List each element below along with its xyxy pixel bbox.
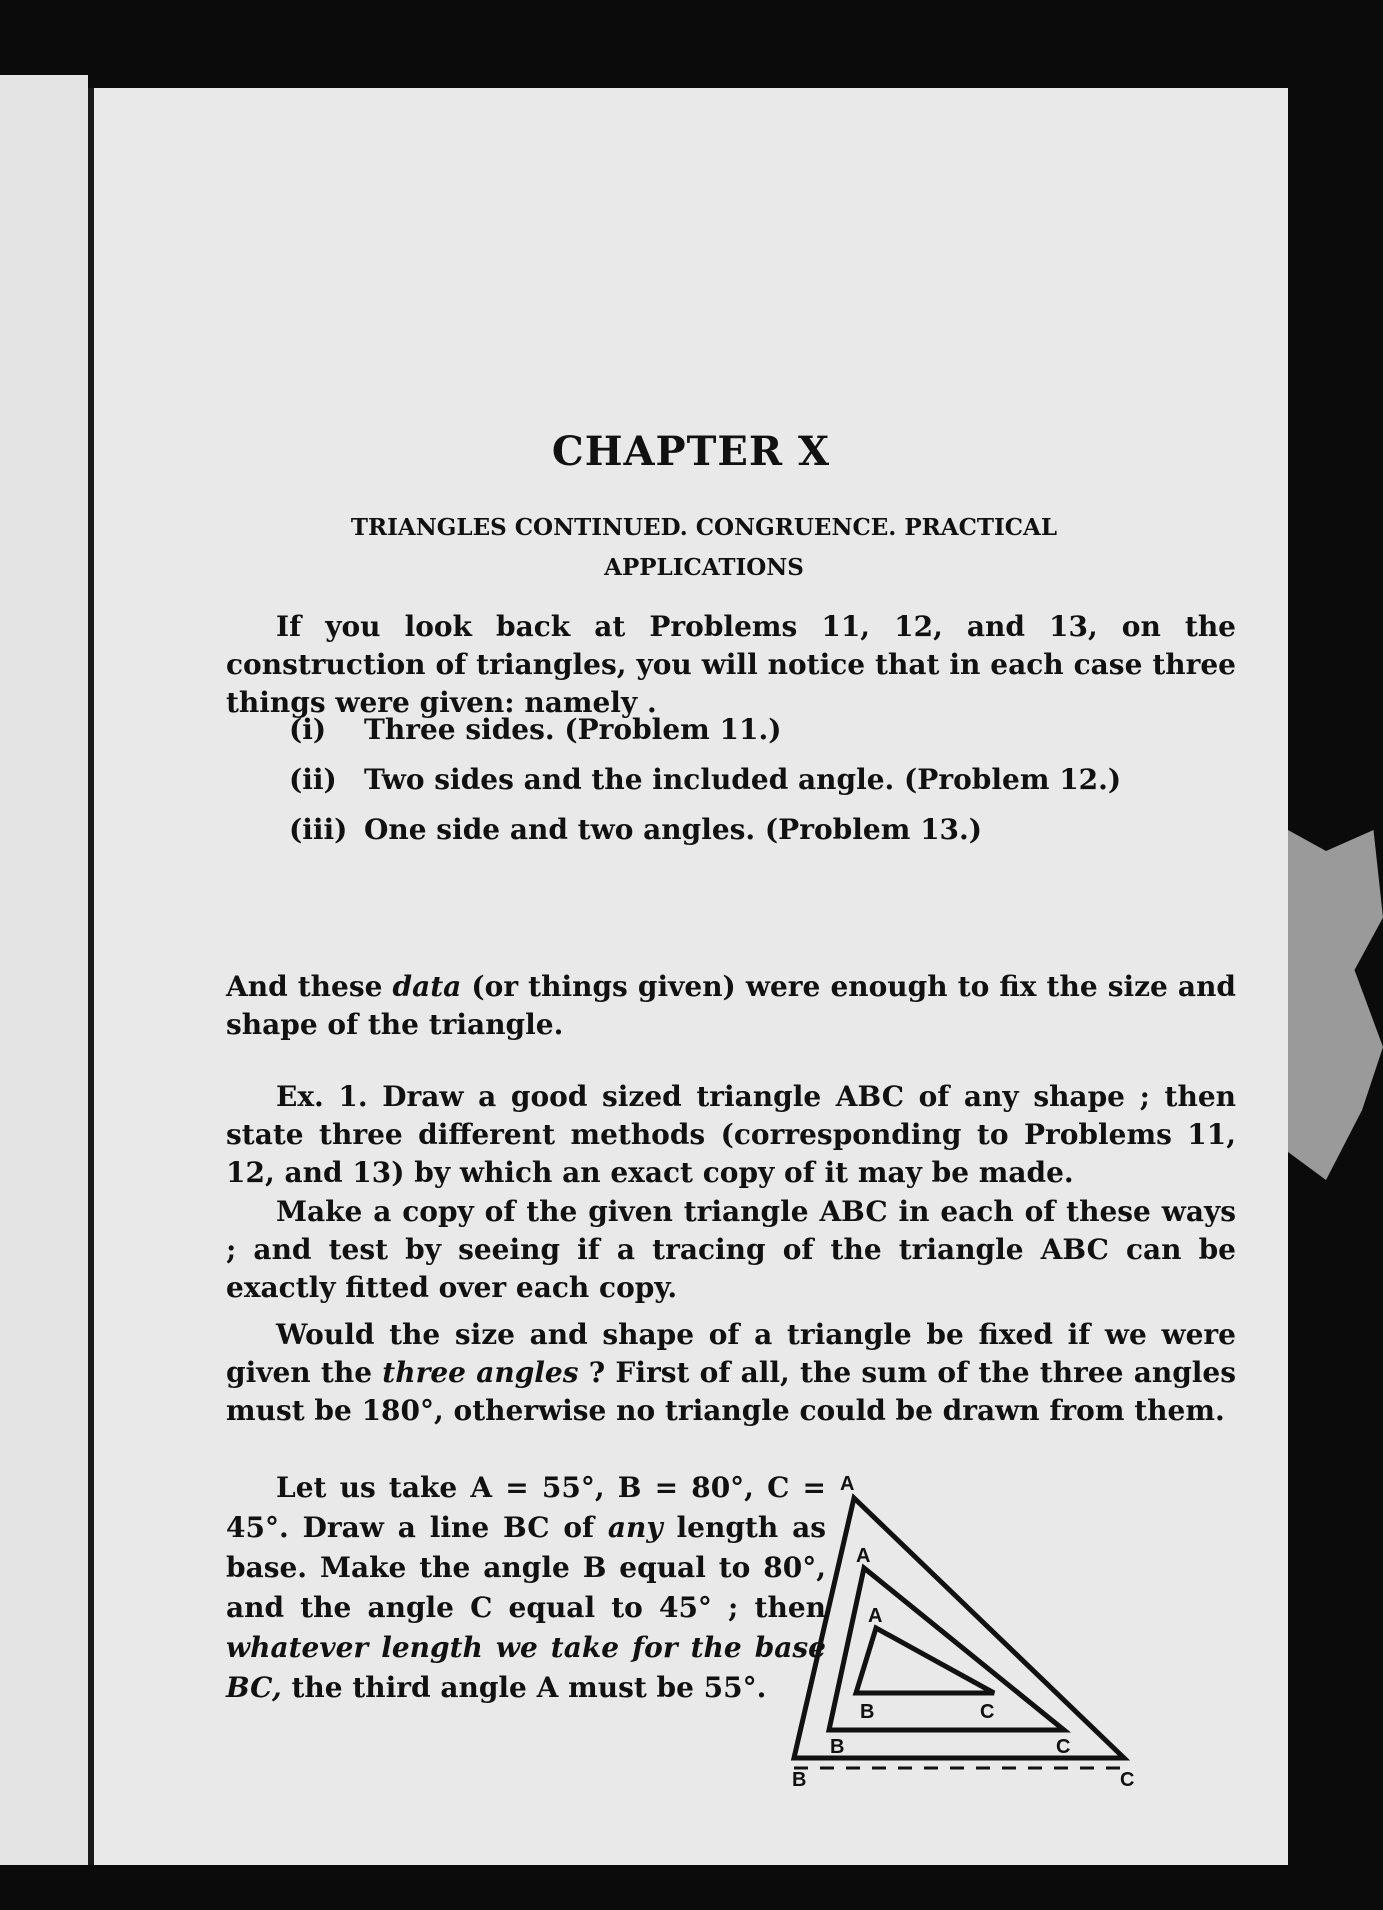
list-item xyxy=(289,713,1189,763)
vertex-label: A xyxy=(840,1473,855,1495)
torn-paper-fragment xyxy=(1288,830,1383,1180)
let-us-part-2: length as base. Make the angle B equal to 80°, and the angle C equal to 45° ; then xyxy=(226,1511,826,1624)
let-us-any: any xyxy=(607,1511,663,1544)
data-word: data xyxy=(392,970,462,1003)
intro-paragraph: If you look back at Problems 11, 12, and 13, on the construction of triangles, you will notice that in each case three things were given: namely . xyxy=(226,610,1236,719)
vertex-label: A xyxy=(868,1605,883,1627)
list-item-number: (iii) xyxy=(289,813,348,846)
large-triangle xyxy=(794,1498,1124,1758)
left-page-edge xyxy=(0,75,88,1865)
vertex-label: C xyxy=(1056,1736,1071,1758)
let-us-emphasis: whatever length we take for the base BC, xyxy=(226,1631,826,1704)
vertex-label: C xyxy=(980,1701,995,1723)
three-angles-paragraph xyxy=(226,1316,1236,1430)
list-item xyxy=(289,763,1189,813)
vertex-label: B xyxy=(792,1769,807,1791)
list-item xyxy=(289,813,1189,863)
vertex-label: C xyxy=(1120,1769,1135,1791)
data-paragraph xyxy=(226,968,1236,1044)
let-us-paragraph xyxy=(226,1468,826,1708)
exercise-1: Ex. 1. Draw a good sized triangle ABC of any shape ; then state three different methods (corresponding to Problems 11, 12, and 13) by which an exact copy of it may be made. xyxy=(226,1080,1236,1189)
vertex-label: B xyxy=(860,1701,875,1723)
data-paragraph-prefix: And these xyxy=(226,970,393,1003)
list-item-text: One side and two angles. (Problem 13.) xyxy=(364,813,983,846)
three-angles-emphasis: three angles xyxy=(382,1356,579,1389)
three-angles-prefix: Would the size and shape of a triangle be fixed if we were given the xyxy=(226,1318,1236,1389)
subtitle-line-2: APPLICATIONS xyxy=(604,554,804,581)
let-us-part-1: Let us take A = 55°, B = 80°, C = 45°. Draw a line BC of xyxy=(226,1471,826,1544)
nested-triangles-figure xyxy=(794,1468,1234,1798)
list-item-number: (i) xyxy=(289,713,327,746)
given-list xyxy=(289,713,1189,863)
vertex-label: A xyxy=(856,1545,871,1567)
chapter-title: CHAPTER X xyxy=(551,428,831,475)
data-paragraph-suffix: (or things given) were enough to fix the size and shape of the triangle. xyxy=(226,970,1236,1041)
subtitle-line-1: TRIANGLES CONTINUED. CONGRUENCE. PRACTICAL xyxy=(350,514,1058,541)
let-us-part-3: the third angle A must be 55°. xyxy=(281,1671,767,1704)
small-triangle xyxy=(856,1628,994,1693)
vertex-label: B xyxy=(830,1736,845,1758)
copy-paragraph: Make a copy of the given triangle ABC in each of these ways ; and test by seeing if a tracing of the triangle ABC can be exactly fitted over each copy. xyxy=(226,1195,1236,1304)
list-item-text: Two sides and the included angle. (Problem 12.) xyxy=(364,763,1122,796)
list-item-text: Three sides. (Problem 11.) xyxy=(364,713,782,746)
book-page xyxy=(88,88,1288,1865)
three-angles-suffix: ? First of all, the sum of the three angles must be 180°, otherwise no triangle could be drawn from them. xyxy=(226,1356,1236,1427)
chapter-subtitle xyxy=(264,508,1144,588)
list-item-number: (ii) xyxy=(289,763,337,796)
